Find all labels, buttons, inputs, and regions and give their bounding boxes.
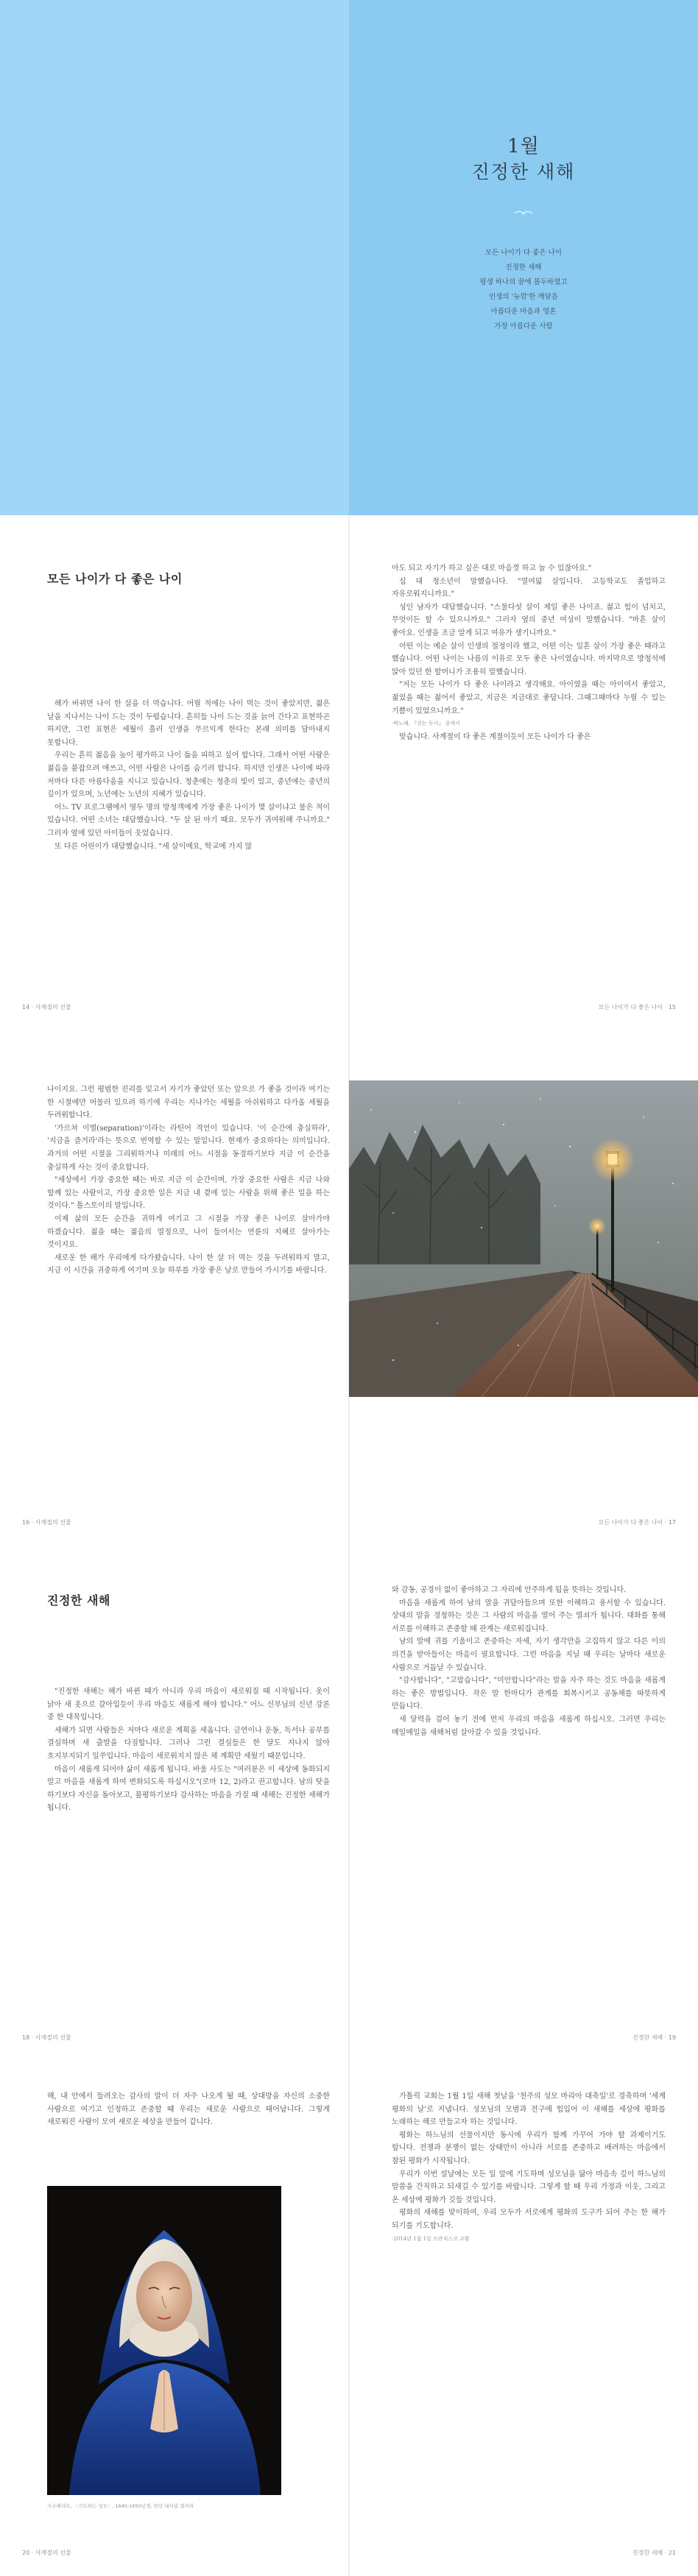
cover-left-panel	[0, 0, 349, 515]
chapter-month: 1월	[507, 135, 540, 158]
contents-item[interactable]: 진정한 새해	[505, 263, 542, 272]
page-15	[349, 515, 698, 1030]
contents-item[interactable]: 모든 나이가 다 좋은 나이	[485, 249, 562, 257]
paragraph: 새로운 한 해가 우리에게 다가왔습니다. 나이 한 살 더 먹는 것을 두려워하지 말고, 지금 이 시간을 귀중하게 여기며 오늘 하루를 가장 좋은 날로 만들어 가시기를 바랍니다.	[47, 1253, 330, 1275]
source-note: -박노해, 『걷는 독서』 중에서	[392, 721, 460, 727]
paragraph: 새 달력을 걸어 놓기 전에 먼저 우리의 마음을 새롭게 하십시오. 그러면 우리는 매일매일을 새해처럼 살아갈 수 있을 것입니다.	[392, 1715, 666, 1737]
praying-madonna-painting	[47, 2186, 281, 2495]
contents-item[interactable]: 아름다운 마음과 영혼	[490, 308, 557, 316]
page-16	[0, 1030, 349, 1546]
paragraph: 남의 말에 귀를 기울이고 존중하는 자세, 자기 생각만을 고집하지 않고 다른 이의 의견을 받아들이는 마음이 필요합니다. 그런 마음을 지닐 때 우리는 날마다 새로운 사람으로 거듭날 수 있습니다.	[392, 1638, 666, 1672]
contents-item[interactable]: 평생 하나의 꿈에 몰두하였고	[479, 278, 568, 286]
page-footer: 진정한 새해 · 19	[632, 2034, 676, 2041]
paragraph: 평화는 하느님의 선물이지만 동시에 우리가 함께 가꾸어 가야 할 과제이기도 합니다. 전쟁과 분쟁이 없는 상태만이 아니라 서로를 존중하고 배려하는 마음에서 참된 평화가 시작됩니다.	[392, 2131, 666, 2165]
source-note: -2014년 1월 1일 프란치스코 교황	[392, 2235, 470, 2242]
page-18	[0, 1546, 349, 2061]
paragraph: 새해가 되면 사람들은 저마다 새로운 계획을 세웁니다. 금연이나 운동, 독서나 공부를 결심하며 새 출발을 다짐합니다. 그러나 그런 결심들은 한 달도 지나지 않아 흐지부지되기 일쑤입니다. 마음이 새로워지지 않은 채 계획만 세웠기 때문입니다.	[47, 1726, 330, 1761]
page-footer: 16 · 사계절의 선물	[22, 1519, 71, 1526]
paragraph: 마음이 새롭게 되어야 삶이 새롭게 됩니다. 바울 사도는 "여러분은 이 세상에 동화되지 말고 마음을 새롭게 하여 변화되도록 하십시오"(로마 12, 2)라고 권고합니다. 남의 탓을 하기보다 자신을 돌아보고, 불평하기보다 감사하는 마음을 가질 때 새해는 진정한 새해가 됩니다.	[47, 1765, 330, 1813]
contents-item[interactable]: 인생의 '늦깎'한 깨달음	[489, 293, 558, 301]
contents-item[interactable]: 가장 아름다운 사람	[494, 322, 553, 330]
section-heading: 진정한 새해	[47, 1593, 110, 1607]
paragraph: 또 다른 어린이가 대답했습니다. "세 살이에요, 학교에 가지 않	[54, 842, 253, 851]
paragraph: 평화의 새해를 맞이하여, 우리 모두가 서로에게 평화의 도구가 되어 주는 한 해가 되기를 기도합니다.	[392, 2209, 666, 2230]
body-text	[392, 2090, 666, 2246]
chapter-cover	[0, 0, 698, 515]
paragraph: 어떤 이는 예순 살이 인생의 절정이라 했고, 어떤 이는 일흔 살이 가장 좋은 때라고 했습니다. 어떤 나이는 나름의 이유로 모두 좋은 나이였습니다. 마지막으로 방청석에 앉아 있던 한 할머니가 조용히 말했습니다.	[392, 642, 666, 676]
body-text	[392, 1584, 666, 1739]
paragraph: 이제 삶의 모든 순간을 귀하게 여기고 그 시절을 가장 좋은 나이로 살아가야 하겠습니다. 젊을 때는 젊음의 열정으로, 나이 들어서는 연륜의 지혜로 살아가는 것이지요.	[47, 1214, 330, 1250]
page-17	[349, 1030, 698, 1546]
body-text	[47, 698, 330, 853]
paragraph: "감사합니다", "고맙습니다", "미안합니다"라는 말을 자주 하는 것도 마음을 새롭게 하는 좋은 방법입니다. 작은 말 한마디가 관계를 회복시키고 공동체를 따뜻하게 만듭니다.	[392, 1677, 666, 1711]
page-footer: 진정한 새해 · 21	[632, 2550, 676, 2556]
page-20	[0, 2061, 349, 2576]
ornament-icon	[513, 209, 534, 216]
painting-caption: 사소페라토, 〈기도하는 성모〉, 1640-1650년경, 런던 내셔널 갤러리	[47, 2503, 194, 2509]
snowy-bridge-photo	[349, 1080, 698, 1397]
page-footer: 모든 나이가 다 좋은 나이 · 15	[598, 1004, 676, 1011]
paragraph: 우리는 흔히 젊음을 높이 평가하고 나이 듦을 피하고 싶어 합니다. 그래서 어떤 사람은 젊음을 붙잡으려 애쓰고, 어떤 사람은 나이를 숨기려 합니다. 하지만 인생은 나이에 따라 저마다 다른 아름다움을 지니고 있습니다. 청춘에는 청춘의 빛이 있고, 중년에는 중년의 깊이가 있으며, 노년에는 노년의 지혜가 있습니다.	[47, 751, 330, 799]
paragraph: 우리가 이번 설날에는 모든 일 앞에 기도하며 성모님을 닮아 마음속 깊이 하느님의 말씀을 간직하고 되새길 수 있기를 바랍니다. 그렇게 할 때 우리 가정과 이웃, 그리고 온 세상에 평화가 깃들 것입니다.	[392, 2170, 666, 2204]
paragraph: 해가 바뀌면 나이 한 살을 더 먹습니다. 어릴 적에는 나이 먹는 것이 좋았지만, 젊은 날을 지나서는 나이 드는 것이 두렵습니다. 흔히들 나이 드는 것을 늙어 간다고 표현하곤 하지만, 그런 표현은 세월이 흘러 인생을 무르익게 한다는 본래 의미를 담아내지 못합니다.	[47, 700, 330, 747]
body-text	[47, 1685, 330, 1815]
paragraph: '가르쳐 이별(separation)'이라는 라틴어 격언이 있습니다. '이 순간에 충실하라', '지금을 즐겨라'라는 뜻으로 번역할 수 있는 말입니다. 현재가 중요하다는 의미입니다. 과거의 어떤 시절을 그리워하거나 미래의 어느 시절을 동경하기보다 지금 이 순간을 충실하게 사는 것이 중요합니다.	[47, 1124, 330, 1172]
page-footer: 18 · 사계절의 선물	[22, 2034, 71, 2041]
page-footer: 20 · 사계절의 선물	[22, 2550, 71, 2556]
spread-2	[0, 1030, 698, 1546]
chapter-title: 진정한 새해	[471, 161, 576, 183]
paragraph: 나이지요. 그런 평범한 진리를 잊고서 자기가 좋았던 또는 앞으로 가 좋을 것이라 여기는 한 시절에만 머물러 있으려 하기에 우리는 지나가는 세월을 아쉬워하고 다가올 세월을 두려워합니다.	[47, 1086, 330, 1120]
page-21	[349, 2061, 698, 2576]
paragraph: "세상에서 가장 중요한 때는 바로 지금 이 순간이며, 가장 중요한 사람은 지금 나와 함께 있는 사람이고, 가장 중요한 일은 지금 내 곁에 있는 사람을 위해 좋은 일을 하는 것이다." 톨스토이의 말입니다.	[47, 1176, 330, 1211]
page-19	[349, 1546, 698, 2061]
paragraph: 성인 남자가 대답했습니다. "스물다섯 살이 제일 좋은 나이죠. 젊고 힘이 넘치고, 무엇이든 할 수 있으니까요." 그러자 옆의 중년 여성이 말했습니다. "마흔 살이 좋아요. 인생을 조금 알게 되고 여유가 생기니까요."	[392, 603, 666, 637]
page-footer: 모든 나이가 다 좋은 나이 · 17	[598, 1519, 676, 1526]
paragraph: 아도 되고 자기가 하고 싶은 대로 마음껏 하고 놀 수 있잖아요."	[392, 565, 592, 573]
paragraph: 어느 TV 프로그램에서 영두 명의 방청객에게 가장 좋은 나이가 몇 살이냐고 물은 적이 있습니다. 어떤 소녀는 대답했습니다. "두 살 된 아기 때요. 모두가 귀여워해 주니까요." 그러자 옆에 있던 아이들이 웃었습니다.	[47, 803, 330, 838]
body-text	[47, 1083, 330, 1278]
spread-4	[0, 2061, 698, 2576]
spread-3	[0, 1546, 698, 2061]
page-14	[0, 515, 349, 1030]
paragraph: "진정한 새해는 해가 바뀐 때가 아니라 우리 마음이 새로워질 때 시작됩니다. 옷이 낡아 새 옷으로 갈아입듯이 우리 마음도 새롭게 해야 합니다." 어느 신부님의 신년 강론 중 한 대목입니다.	[47, 1688, 330, 1722]
page-footer: 14 · 사계절의 선물	[22, 1004, 71, 1011]
paragraph: 맞습니다. 사계절이 다 좋은 계절이듯이 모든 나이가 다 좋은	[399, 732, 591, 741]
paragraph: 와 감동, 공경이 없이 좋아하고 그 자리에 안주하게 됨을 뜻하는 것입니다.	[392, 1586, 627, 1594]
chapter-contents-list	[349, 246, 698, 334]
section-heading: 모든 나이가 다 좋은 나이	[47, 572, 183, 586]
spread-1	[0, 515, 698, 1030]
paragraph: 해, 내 안에서 들려오는 감사의 말이 더 자주 나오게 될 때, 상대방을 자신의 소중한 사람으로 여기고 인정하고 존중할 때 우리는 새로운 사람으로 태어납니다. 그렇게 새로워진 사람이 모여 새로운 세상을 만들어 갑니다.	[47, 2092, 330, 2127]
paragraph: 가톨릭 교회는 1월 1일 새해 첫날을 '천주의 성모 마리아 대축일'로 경축하며 '세계 평화의 날'로 지냅니다. 성모님의 모범과 전구에 힘입어 이 새해를 세상에 평화를 노래하는 해로 만들고자 하는 것입니다.	[392, 2092, 666, 2127]
paragraph: 마음을 새롭게 하여 남의 말을 귀담아들으며 또한 이해하고 용서할 수 있습니다. 상대의 말을 경청하는 것은 그 사람의 마음을 열어 주는 열쇠가 됩니다. 대화를 통해 서로를 이해하고 존중할 때 관계는 새로워집니다.	[392, 1599, 666, 1633]
body-text	[392, 562, 666, 743]
paragraph: 십 대 청소년이 말했습니다. "열여덟 살입니다. 고등학교도 졸업하고 자유로워지니까요."	[392, 577, 666, 599]
paragraph: "저는 모든 나이가 다 좋은 나이라고 생각해요. 아이였을 때는 아이여서 좋았고, 젊었을 때는 젊어서 좋았고, 지금은 지금대로 좋답니다. 그때그때마다 누릴 수 있는 기쁨이 있었으니까요."	[392, 681, 666, 715]
body-text	[47, 2090, 330, 2129]
